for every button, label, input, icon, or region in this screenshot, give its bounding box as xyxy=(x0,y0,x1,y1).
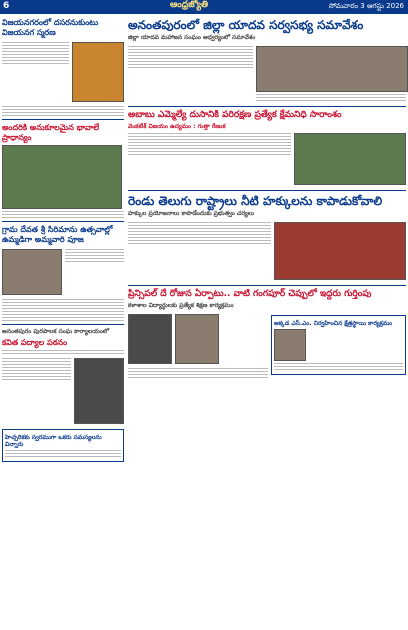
paper-logo: ఆంధ్రజ్యోతి xyxy=(170,0,209,10)
story-headline: ప్రిన్సిపల్ దే రోజున ఏర్పాటు.. వాటి గంగపూర్ చెప్పులో ఇద్దరు గుర్తింపు xyxy=(128,289,372,299)
story-text xyxy=(2,299,124,321)
story-headline: హెచ్చరికకు స్వరముగా ఒకరు సమస్యలను విన్నారు xyxy=(5,434,102,448)
masthead xyxy=(0,0,408,14)
story-text xyxy=(128,44,253,103)
story-kicker: అనంతపురం పురపాలక సంఘ కార్యాలయంలో xyxy=(2,328,110,335)
story-headline: అందరికి అనుకూలమైన భావాలే ప్రాధాన్యం xyxy=(2,123,100,142)
story-headline: రెండు తెలుగు రాష్ట్రాలు నీటి హక్కులను కాపాడుకోవాలి xyxy=(128,194,383,208)
story-text xyxy=(65,247,124,297)
story-text xyxy=(256,94,406,101)
lead-subheadline: జిల్లా యాదవ మహాజన సంఘం ఆధ్వర్యంలో సమావేశం xyxy=(128,34,256,41)
story-subheadline: కళాశాల విద్యార్థులకు ప్రత్యేక శిక్షణ కార్యక్రమం xyxy=(128,302,234,309)
story-headline: గ్రామ దేవత శ్రీ సిరిమాను ఉత్సవాల్లో ఉమ్మడిగా అమ్మవారి పూజ xyxy=(2,225,113,244)
story-text xyxy=(128,220,271,282)
news-photo xyxy=(2,249,62,295)
left-column xyxy=(2,16,124,465)
right-column xyxy=(128,16,406,380)
story-text xyxy=(128,131,291,187)
story-headline: కవిత పద్యాల పఠనం xyxy=(2,338,68,347)
story-text xyxy=(2,40,69,104)
news-photo xyxy=(74,358,124,424)
page-number: 6 xyxy=(3,1,10,11)
byline: వెంకటేశ్ విజయం ఉద్యమం : గుత్తా రేణుక xyxy=(128,123,226,130)
news-photo xyxy=(294,133,406,185)
story-text xyxy=(128,368,268,378)
news-photo xyxy=(256,46,408,92)
issue-date: సోమవారం 3 ఆగస్టు 2026 xyxy=(328,2,404,10)
story-headline: అబాబు ఎమ్మెల్యే దుసానికి పరిరక్షణ ప్రత్యేక క్షేమనిధి సారాంశం xyxy=(128,110,342,120)
news-photo xyxy=(72,42,124,102)
story-text xyxy=(274,363,403,370)
story-box xyxy=(271,315,406,375)
story-text xyxy=(2,356,71,426)
story-text xyxy=(5,450,121,457)
story-text xyxy=(2,106,124,116)
news-photo xyxy=(274,329,306,361)
story-box xyxy=(2,429,124,462)
lead-headline: అనంతపురంలో జిల్లా యాదవ సర్వసభ్య సమావేశం xyxy=(128,18,364,32)
news-photo xyxy=(175,314,219,364)
story-text xyxy=(2,350,124,354)
news-photo xyxy=(2,145,122,209)
news-photo xyxy=(128,314,172,364)
story-subheadline: హక్కుల ప్రయోజనాలు కాపాడేందుకు ప్రభుత్వం చర్యలు xyxy=(128,210,255,217)
story-text xyxy=(2,211,124,218)
story-headline: విజయనగరంలో దసరనుకుంటు విజయనగ స్మరణ xyxy=(2,18,99,37)
story-headline: అక్కడ ఎస్.ఎం. నిర్వహించిన క్షేత్రస్థాయి కార్యక్రమం xyxy=(274,320,393,327)
news-photo xyxy=(274,222,406,280)
